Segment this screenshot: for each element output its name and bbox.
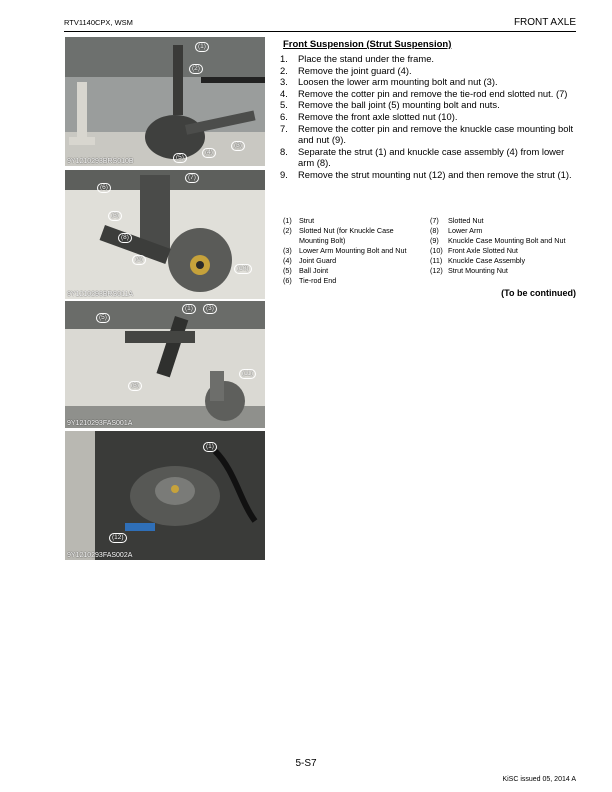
- legend-text: Lower Arm Mounting Bolt and Nut: [299, 246, 407, 255]
- step-text: Remove the joint guard (4).: [298, 64, 412, 76]
- step-number: 1.: [280, 53, 288, 64]
- procedure-steps: [280, 53, 578, 181]
- photo-2-image: [65, 170, 265, 299]
- step-number: 5.: [280, 99, 288, 111]
- legend-text: Ball Joint: [299, 266, 329, 275]
- step-number: 3.: [280, 76, 288, 88]
- step-text: Remove the cotter pin and remove the tie-rod end slotted nut. (7): [298, 87, 568, 99]
- photo-1-code: 9Y1210293BRS010B: [67, 158, 134, 165]
- legend-text: Front Axle Slotted Nut: [448, 246, 518, 255]
- page-number: 5-S7: [295, 758, 317, 769]
- step-text: Remove the strut mounting nut (12) and then remove the strut (1).: [298, 168, 572, 180]
- legend-item: [283, 216, 423, 226]
- legend-number: (10): [430, 246, 443, 255]
- photo-1-callout-2: (2): [189, 64, 203, 74]
- step-item: [280, 146, 578, 169]
- photo-1-callout-3: (3): [231, 141, 245, 151]
- legend-text: Knuckle Case Assembly: [448, 256, 526, 265]
- step-item: [280, 99, 578, 111]
- continued-note: (To be continued): [501, 288, 576, 298]
- header-rule: [64, 31, 576, 32]
- legend-number: (8): [430, 226, 439, 235]
- step-item: [280, 111, 578, 123]
- legend-item: [430, 226, 580, 236]
- photo-3-callout-3a: (3): [203, 304, 217, 314]
- legend-text: Strut: [299, 216, 315, 225]
- legend-number: (7): [430, 216, 439, 225]
- step-number: 8.: [280, 145, 288, 157]
- photo-2-callout-10: (10): [234, 264, 252, 274]
- step-text: Place the stand under the frame.: [298, 53, 435, 64]
- step-text: Separate the strut (1) and knuckle case assembly (4) from lower arm (8).: [298, 145, 565, 169]
- step-text: Remove the front axle slotted nut (10).: [298, 110, 458, 122]
- photo-2-callout-8: (8): [118, 233, 132, 243]
- photo-3-callout-5: (5): [96, 313, 110, 323]
- header-model: RTV1140CPX, WSM: [64, 18, 133, 27]
- legend-item: [283, 226, 423, 246]
- legend-item: [430, 246, 580, 256]
- step-item: [280, 123, 578, 146]
- issue-note: KiSC issued 05, 2014 A: [502, 776, 576, 783]
- legend-text: Tie-rod End: [299, 276, 337, 285]
- photo-4-callout-12: (12): [109, 533, 127, 543]
- photo-3-image: [65, 301, 265, 428]
- step-text: Remove the ball joint (5) mounting bolt and nuts.: [298, 99, 500, 111]
- header-section: FRONT AXLE: [513, 17, 576, 28]
- step-number: 6.: [280, 110, 288, 122]
- photo-1-callout-4: (4): [202, 148, 216, 158]
- legend-number: (3): [283, 246, 292, 255]
- legend-number: (11): [430, 256, 443, 265]
- legend-number: (9): [430, 236, 439, 245]
- photo-knuckle-case: [65, 170, 265, 299]
- legend-item: [283, 256, 423, 266]
- legend-text: Strut Mounting Nut: [448, 266, 508, 275]
- legend-number: (5): [283, 266, 292, 275]
- legend-number: (6): [283, 276, 292, 285]
- legend-text: Joint Guard: [299, 256, 337, 265]
- photo-knuckle-assembly-removed: [65, 301, 265, 428]
- step-number: 4.: [280, 87, 288, 99]
- legend-item: [283, 266, 423, 276]
- photo-3-callout-11: (11): [239, 369, 256, 379]
- step-item: [280, 65, 578, 77]
- legend-item: [430, 216, 580, 226]
- step-item: [280, 169, 578, 181]
- legend-item: [283, 276, 423, 286]
- photo-2-callout-6: (6): [97, 183, 111, 193]
- section-title: Front Suspension (Strut Suspension): [283, 39, 452, 50]
- legend-number: (4): [283, 256, 292, 265]
- legend-text: Slotted Nut (for Knuckle Case Mounting Bolt): [299, 226, 394, 245]
- step-number: 2.: [280, 64, 288, 76]
- photo-2-callout-7: (7): [185, 173, 199, 183]
- step-number: 7.: [280, 122, 288, 134]
- step-number: 9.: [280, 168, 288, 180]
- photo-2-code: 9Y1210293BRS011A: [67, 291, 134, 298]
- legend-item: [430, 266, 580, 276]
- step-item: [280, 88, 578, 100]
- legend-text: Knuckle Case Mounting Bolt and Nut: [448, 236, 566, 245]
- legend-number: (1): [283, 216, 292, 225]
- legend-number: (2): [283, 226, 292, 235]
- photo-strut-assembly: [65, 37, 265, 166]
- photo-2-callout-3: (3): [108, 211, 122, 221]
- photo-strut-mounting-nut: [65, 431, 265, 560]
- legend-item: [430, 236, 580, 246]
- photo-3-code: 9Y1210293FAS001A: [67, 420, 133, 427]
- photo-3-callout-3b: (3): [128, 381, 142, 391]
- legend-item: [283, 246, 423, 256]
- photo-4-image: [65, 431, 265, 560]
- photo-4-code: 9Y1210293FAS002A: [67, 552, 133, 559]
- photo-3-callout-1: (1): [182, 304, 196, 314]
- photo-1-callout-1: (1): [195, 42, 209, 52]
- legend-column-left: [283, 216, 423, 286]
- photo-4-callout-1: (1): [203, 442, 217, 452]
- step-item: [280, 53, 578, 65]
- step-text: Loosen the lower arm mounting bolt and nut (3).: [298, 76, 498, 88]
- legend-column-right: [430, 216, 580, 276]
- step-text: Remove the cotter pin and remove the knuckle case mounting bolt and nut (9).: [298, 122, 574, 146]
- legend-text: Slotted Nut: [448, 216, 484, 225]
- legend-item: [430, 256, 580, 266]
- step-item: [280, 76, 578, 88]
- legend-number: (12): [430, 266, 443, 275]
- photo-1-callout-5: (5): [173, 153, 187, 163]
- legend-text: Lower Arm: [448, 226, 483, 235]
- photo-2-callout-9: (9): [132, 255, 146, 265]
